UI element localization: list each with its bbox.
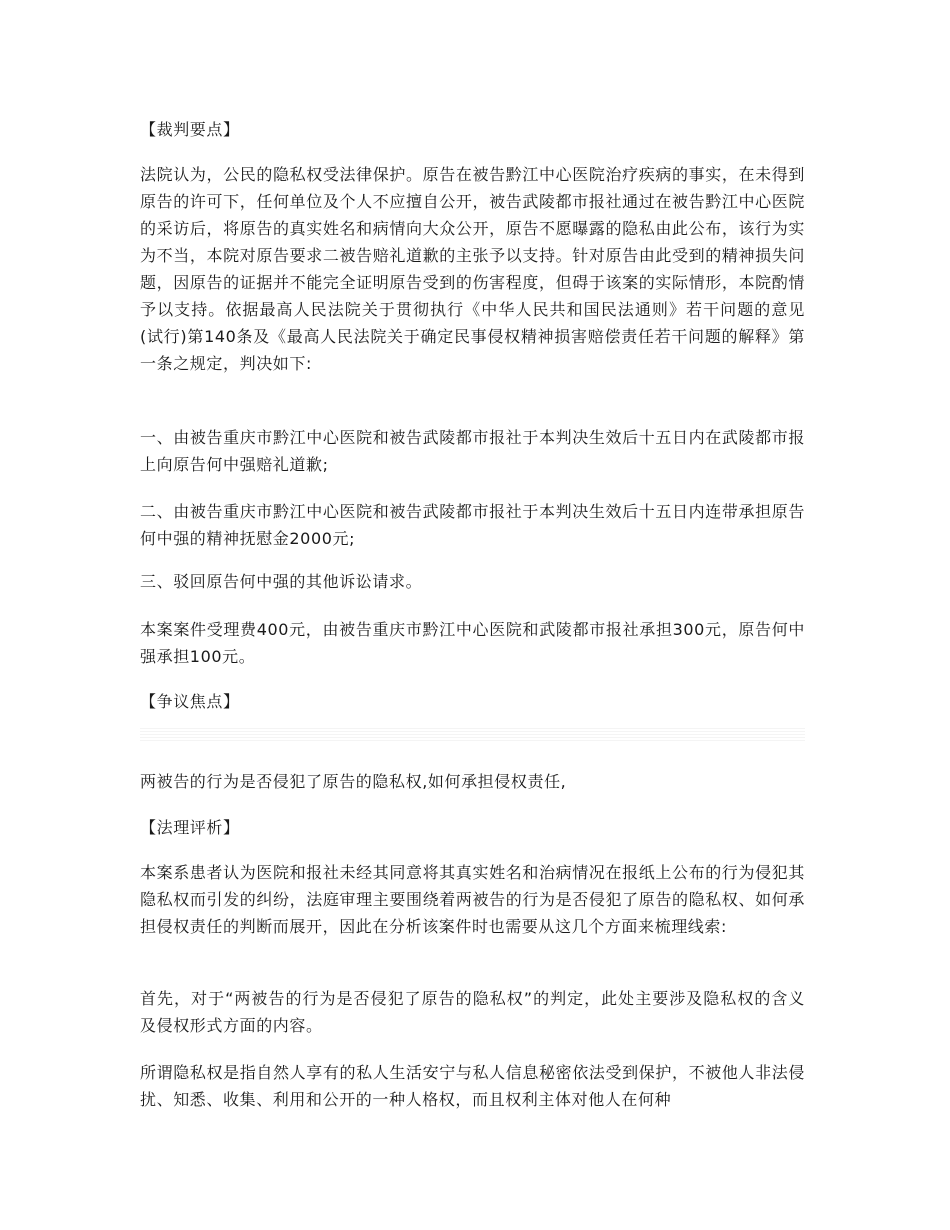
judgment-item-1-text: 一、由被告重庆市黔江中心医院和被告武陵都市报社于本判决生效后十五日内在武陵都市报上向原告何中强赔礼道歉; — [140, 428, 805, 474]
legal-analysis-paragraph-3 — [140, 1059, 805, 1113]
ruling-points-paragraph — [140, 161, 805, 377]
dispute-focus-heading: 【争议焦点】 — [140, 692, 240, 711]
ruling-points-heading: 【裁判要点】 — [140, 120, 240, 139]
section-divider — [140, 728, 805, 742]
legal-analysis-paragraph-2 — [140, 985, 805, 1039]
judgment-item-2-text: 二、由被告重庆市黔江中心医院和被告武陵都市报社于本判决生效后十五日内连带承担原告何中强的精神抚慰金2000元; — [140, 502, 805, 548]
legal-analysis-heading: 【法理评析】 — [140, 818, 240, 837]
judgment-item-2 — [140, 498, 805, 552]
legal-analysis-text-3: 所谓隐私权是指自然人享有的私人生活安宁与私人信息秘密依法受到保护，不被他人非法侵扰、知悉、收集、利用和公开的一种人格权，而且权利主体对他人在何种 — [140, 1063, 805, 1109]
legal-analysis-text-2: 首先，对于“两被告的行为是否侵犯了原告的隐私权”的判定，此处主要涉及隐私权的含义及侵权形式方面的内容。 — [140, 989, 805, 1035]
dispute-focus-text: 两被告的行为是否侵犯了原告的隐私权,如何承担侵权责任, — [140, 772, 567, 791]
court-fee-text: 本案案件受理费400元，由被告重庆市黔江中心医院和武陵都市报社承担300元，原告何中强承担100元。 — [140, 620, 805, 666]
legal-analysis-text-1: 本案系患者认为医院和报社未经其同意将其真实姓名和治病情况在报纸上公布的行为侵犯其隐私权而引发的纠纷，法庭审理主要围绕着两被告的行为是否侵犯了原告的隐私权、如何承担侵权责任的判断而展开，因此在分析该案件时也需要从这几个方面来梳理线索: — [140, 863, 805, 936]
legal-analysis-paragraph-1 — [140, 859, 805, 940]
court-fee-paragraph — [140, 616, 805, 670]
ruling-paragraph-text: 法院认为，公民的隐私权受法律保护。原告在被告黔江中心医院治疗疾病的事实，在未得到原告的许可下，任何单位及个人不应擅自公开，被告武陵都市报社通过在被告黔江中心医院的采访后，将原告的真实姓名和病情向大众公开，原告不愿曝露的隐私由此公布，该行为实为不当，本院对原告要求二被告赔礼道歉的主张予以支持。针对原告由此受到的精神损失问题，因原告的证据并不能完全证明原告受到的伤害程度，但碍于该案的实际情形，本院酌情予以支持。依据最高人民法院关于贯彻执行《中华人民共和国民法通则》若干问题的意见(试行)第140条及《最高人民法院关于确定民事侵权精神损害赔偿责任若干问题的解释》第一条之规定，判决如下: — [140, 165, 805, 373]
judgment-item-3 — [140, 568, 805, 595]
judgment-item-1 — [140, 424, 805, 478]
judgment-item-3-text: 三、驳回原告何中强的其他诉讼请求。 — [140, 572, 423, 591]
dispute-focus-paragraph — [140, 768, 805, 795]
